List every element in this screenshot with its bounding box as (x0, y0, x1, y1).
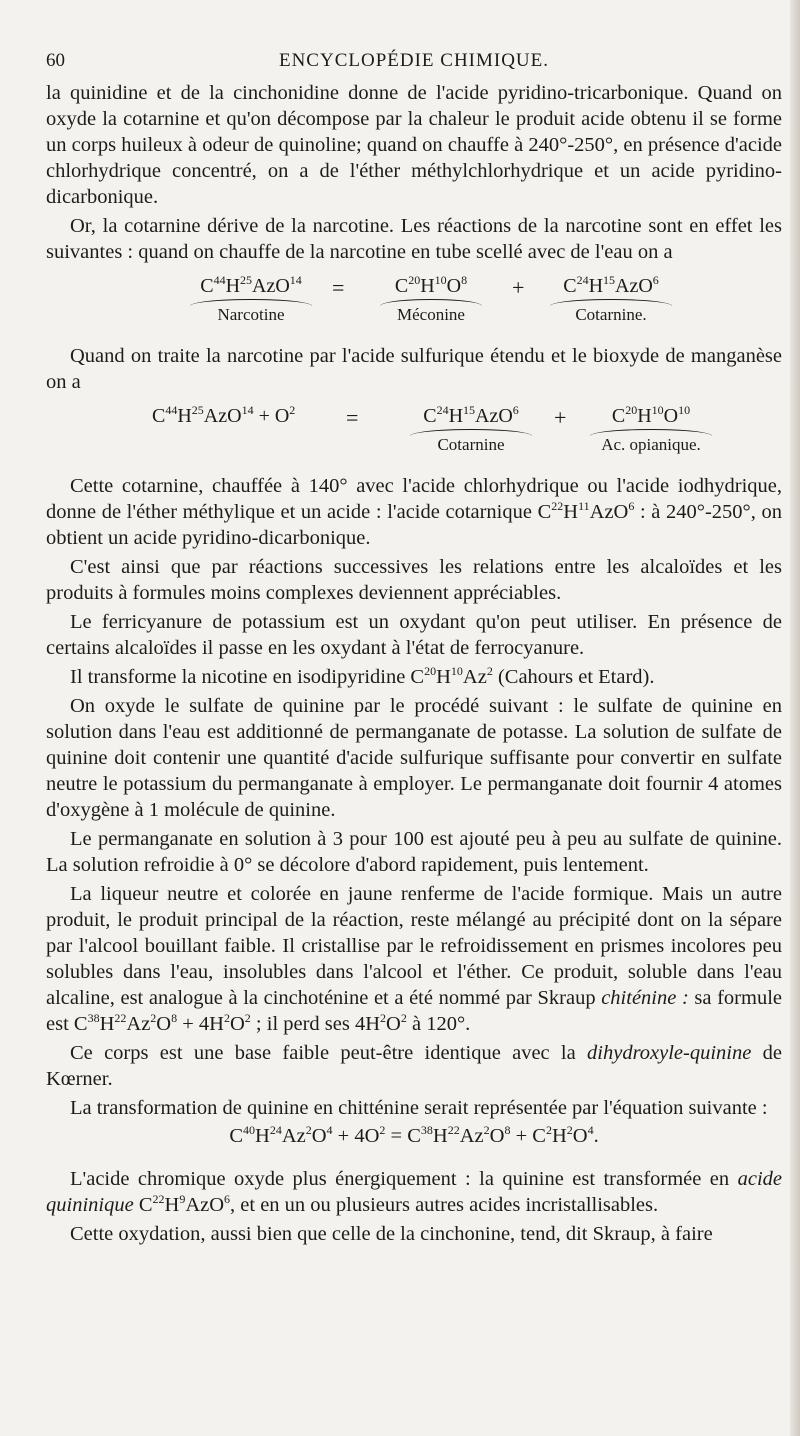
term-meconine (376, 275, 486, 324)
paragraph-6: Le ferricyanure de potassium est un oxydant qu'on peut utiliser. En présence de certains alcaloïdes il passe en les oxydant à l'état de ferrocyanure. (46, 611, 782, 659)
term-cotarnine (546, 275, 676, 324)
paragraph-2: Or, la cotarnine dérive de la narcotine. Les réactions de la narcotine sont en effet les suivantes : quand on chauffe de la narcotine en tube scellé avec de l'eau on a (46, 215, 782, 263)
term-narcotine (186, 275, 316, 324)
formula: $C^{20}H^{10}O^8$ (394, 273, 468, 297)
paragraph-5: C'est ainsi que par réactions successives les relations entre les alcaloïdes et les produits à formules moins complexes deviennent appréciables. (46, 556, 782, 604)
compound-name: Cotarnine. (575, 305, 647, 324)
paragraph-1: la quinidine et de la cinchonidine donne de l'acide pyridino-tricarbonique. Quand on oxyde la cotarnine et qu'on décompose par la chaleur le produit acide obtenu il se forme un corps huileux à odeur de quinoline; quand on chauffe à 240°-250°, en présence d'acide chlorhydrique concentré, on a de l'éther méthylchlorhydrique et un acide pyridino-dicarbonique. (46, 82, 782, 208)
paragraph-12: La transformation de quinine en chitténine serait représentée par l'équation suivante : (70, 1097, 768, 1119)
formula: $C^{44}H^{25}AzO^{14}$ (200, 273, 302, 297)
equals-sign: = (332, 275, 345, 300)
formula: $C^{24}H^{15}AzO^6$ (563, 273, 659, 297)
equation-narcotine-oxidation (46, 405, 782, 461)
document-page (46, 50, 782, 1250)
term-opianic-acid (586, 405, 716, 454)
paragraph-7: Il transforme la nicotine en isodipyridine $C^{20}H^{10}Az^2$ (Cahours et Etard). (70, 664, 655, 688)
compound-name: Ac. opianique. (601, 435, 701, 454)
page-number: 60 (46, 50, 65, 71)
page-edge-shadow (790, 0, 800, 1436)
term-narcotine-plus-oxygen (152, 405, 312, 428)
paragraph-11: Ce corps est une base faible peut-être identique avec la dihydroxyle-quinine de Kœrner. (46, 1042, 782, 1090)
formula: $C^{20}H^{10}O^{10}$ (611, 403, 691, 427)
formula: $C^{44}H^{25}AzO^{14} + O^2$ (152, 403, 296, 427)
term-cotarnine (406, 405, 536, 454)
paragraph-13: L'acide chromique oxyde plus énergiquement : la quinine est transformée en acide quininique $C^{22}H^9AzO^6$, et en un ou plusieurs autres acides incristallisables. (46, 1168, 782, 1216)
equation-narcotine-hydrolysis (46, 275, 782, 331)
equals-sign: = (346, 405, 359, 430)
page-header (46, 50, 782, 80)
paragraph-14: Cette oxydation, aussi bien que celle de la cinchonine, tend, dit Skraup, à faire (70, 1223, 713, 1245)
plus-sign: + (512, 275, 525, 300)
paragraph-8: On oxyde le sulfate de quinine par le procédé suivant : le sulfate de quinine en solution dans l'eau est additionné de permanganate de potasse. La solution de sulfate de quinine doit contenir une quantité d'acide sulfurique suffisante pour convertir en sulfate neutre le potassium du permanganate à employer. Le permanganate doit fournir 4 atomes d'oxygène à 1 molécule de quinine. (46, 695, 782, 821)
compound-name: Narcotine (217, 305, 285, 324)
compound-name: Méconine (397, 305, 465, 324)
paragraph-3: Quand on traite la narcotine par l'acide sulfurique étendu et le bioxyde de manganèse on a (46, 345, 782, 393)
paragraph-10: La liqueur neutre et colorée en jaune renferme de l'acide formique. Mais un autre produit, le produit principal de la réaction, reste mélangé au précipité dont on la sépare par l'alcool bouillant faible. Il cristallise par le refroidissement en prismes incolores peu solubles dans l'eau, insolubles dans l'alcool et l'éther. Ce produit, soluble dans l'eau alcaline, est analogue à la cinchoténine et a été nommé par Skraup chiténine : sa formule est $C^{38}H^{22}Az^2O^8 + 4H^2O^2$ ; il perd ses $4H^2O^2$ à 120°. (46, 883, 782, 1035)
equation-quinine-chitenine: $C^{40}H^{24}Az^2O^4 + 4O^2 = C^{38}H^{22}Az^2O^8 + C^2H^2O^4$. (229, 1123, 599, 1147)
running-title: ENCYCLOPÉDIE CHIMIQUE. (278, 50, 550, 71)
formula: $C^{24}H^{15}AzO^6$ (423, 403, 519, 427)
plus-sign: + (554, 405, 567, 430)
paragraph-4: Cette cotarnine, chauffée à 140° avec l'acide chlorhydrique ou l'acide iodhydrique, donne de l'éther méthylique et un acide : l'acide cotarnique $C^{22}H^{11}AzO^6$ : à 240°-250°, on obtient un acide pyridino-dicarbonique. (46, 475, 782, 549)
paragraph-9: Le permanganate en solution à 3 pour 100 est ajouté peu à peu au sulfate de quinine. La solution refroidie à 0° se décolore d'abord rapidement, puis lentement. (46, 828, 782, 876)
compound-name: Cotarnine (437, 435, 505, 454)
